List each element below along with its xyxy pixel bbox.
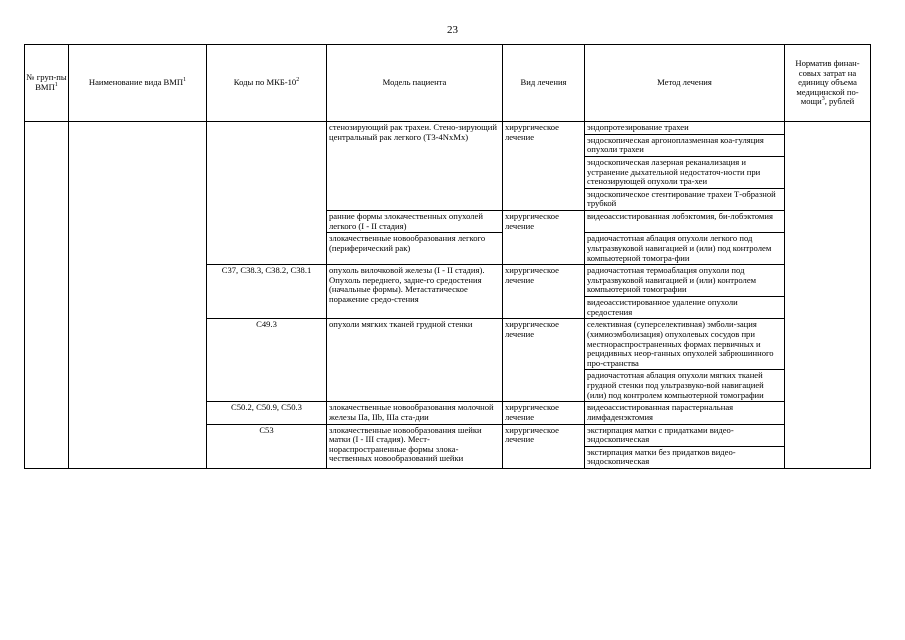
treatment-method-cell: радиочастотная аблация опухоли мягких тканей грудной стенки под ультразвуко-вой навигацией (или) под контролем компьютерной томографии [585,370,785,402]
table-row [25,122,871,135]
treatment-type-cell: хирургическое лечение [503,402,585,424]
mkb-code-cell: C37, C38.3, C38.2, C38.1 [207,265,327,319]
patient-model-cell: стенозирующий рак трахеи. Стено-зирующий центральный рак легкого (T3-4NxMx) [327,122,503,211]
vmp-name-cell [69,122,207,469]
treatment-type-cell: хирургическое лечение [503,265,585,319]
treatment-method-cell: эндоскопическая лазерная реканализация и устранение дыхательной недостаточ-ности при стенозирующей опухоли тра-хеи [585,156,785,188]
treatment-type-cell: хирургическое лечение [503,319,585,402]
treatment-method-cell: радиочастотная термоаблация опухоли под ультразвуковой навигацией и (или) контролем компьютерной томографии [585,265,785,297]
header-norm: Норматив финан-совых затрат на единицу объема медицинской по-мощи$^3$, рублей [785,45,871,122]
header-mkb-codes: Коды по МКБ-$10^2$ [207,45,327,122]
patient-model-cell: опухоли мягких тканей грудной стенки [327,319,503,402]
treatment-type-cell: хирургическое лечение [503,122,585,211]
header-group-no: № груп-пы ВМП$^1$ [25,45,69,122]
group-no-cell [25,122,69,469]
patient-model-cell: злокачественные новообразования молочной железы IIa, IIb, IIIa ста-дии [327,402,503,424]
treatment-type-cell: хирургическое лечение [503,211,585,265]
treatment-method-cell: видеоассистированное удаление опухоли средостения [585,297,785,319]
treatment-method-cell: экстирпация матки без придатков видео-эндоскопическая [585,446,785,468]
treatment-type-cell: хирургическое лечение [503,424,585,469]
treatment-method-cell: эндоскопическая аргоноплазменная коа-гуляция опухоли трахеи [585,134,785,156]
treatment-method-cell: видеоассистированная парастернальная лимфаденэктомия [585,402,785,424]
treatment-method-cell: экстирпация матки с придатками видео-эндоскопическая [585,424,785,446]
mkb-code-cell: C49.3 [207,319,327,402]
treatment-method-cell: эндоскопическое стентирование трахеи Т-образной трубкой [585,188,785,210]
header-patient-model: Модель пациента [327,45,503,122]
patient-model-cell: ранние формы злокачественных опухолей легкого (I - II стадия) [327,211,503,233]
header-vmp-name: Наименование вида ВМП$^1$ [69,45,207,122]
patient-model-cell: опухоль вилочковой железы (I - II стадия). Опухоль переднего, задне-го средостения (начальные формы). Метастатическое поражение средо-стения [327,265,503,319]
header-treatment-type: Вид лечения [503,45,585,122]
header-row [25,45,871,122]
mkb-code-cell: C53 [207,424,327,469]
treatment-method-cell: видеоассистированная лобэктомия, би-лобэктомия [585,211,785,233]
page-number: 23 [447,24,458,36]
mkb-code-cell: C50.2, C50.9, C50.3 [207,402,327,424]
vmp-table [24,44,871,469]
patient-model-cell: злокачественные новообразования легкого (периферический рак) [327,233,503,265]
norm-cell [785,122,871,469]
treatment-method-cell: эндопротезирование трахеи [585,122,785,135]
patient-model-cell: злокачественные новообразования шейки матки (I - III стадия). Мест-нораспространенные формы злока-чественных новообразований шейки [327,424,503,469]
mkb-code-cell [207,122,327,265]
header-treatment-method: Метод лечения [585,45,785,122]
treatment-method-cell: радиочастотная аблация опухоли легкого под ультразвуковой навигацией и (или) под контролем компьютерной томогра-фии [585,233,785,265]
treatment-method-cell: селективная (суперселективная) эмболи-зация (химиоэмболизация) опухолевых сосудов при местнораспространенных формах первичных и рецидивных неор-ганных опухолей забрюшинного про-странства [585,319,785,370]
